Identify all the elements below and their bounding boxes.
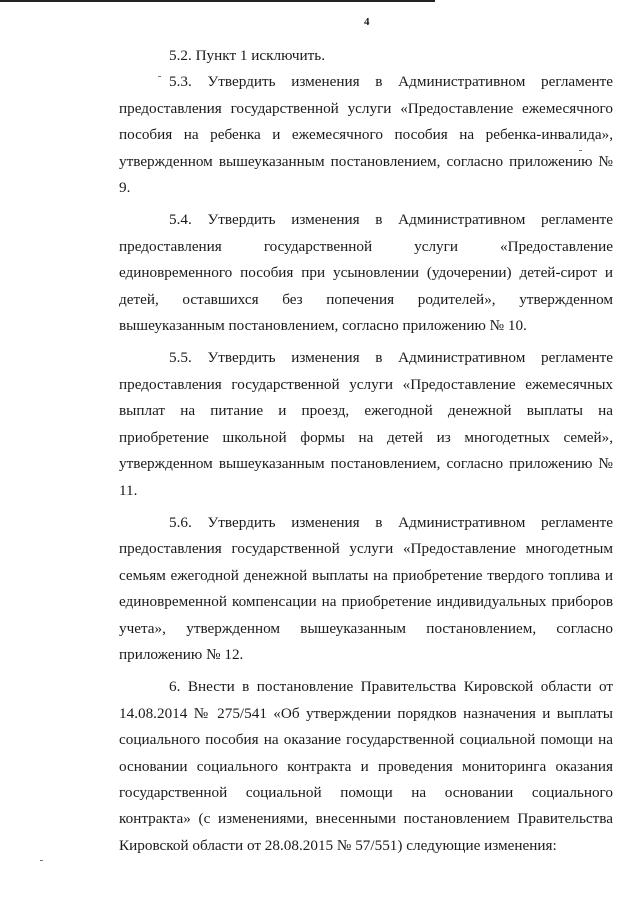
paragraph-5-6: 5.6. Утвердить изменения в Административном регламенте предоставления государственной услуги «Предоставление многодетным семьям ежегодной денежной выплаты на приобретение твердого топлива и единовременной компенсации на приобретение индивидуальных приборов учета», утвержденном вышеуказанным постановлением, согласно приложению № 12.: [119, 513, 613, 663]
paragraph-5-4: 5.4. Утвердить изменения в Административном регламенте предоставления государственной услуги «Предоставление единовременного пособия при усыновлении (удочерении) детей-сирот и детей, оставшихся без попечения родителей», утвержденном вышеуказанным постановлением, согласно приложению № 10.: [119, 211, 613, 335]
paragraph-5-5: 5.5. Утвердить изменения в Административном регламенте предоставления государственной услуги «Предоставление ежемесячных выплат на питание и проезд, ежегодной денежной выплаты на приобретение школьной формы на детей из многодетных семей», утвержденном вышеуказанным постановлением, согласно приложению № 11.: [119, 349, 613, 499]
paragraph-5-3: 5.3. Утвердить изменения в Административном регламенте предоставления государственной услуги «Предоставление ежемесячного пособия на ребенка и ежемесячного пособия на ребенка-инвалида», утвержденном вышеуказанным постановлением, согласно приложению № 9.: [119, 73, 613, 197]
paragraph-5-2: 5.2. Пункт 1 исключить.: [169, 47, 325, 64]
paragraph-6: 6. Внести в постановление Правительства Кировской области от 14.08.2014 № 275/541 «Об утверждении порядков назначения и выплаты социального пособия на оказание государственной социальной помощи на основании социального контракта и проведения мониторинга оказания государственной социальной помощи на основании социального контракта» (с изменениями, внесенными постановлением Правительства Кировской области от 28.08.2015 № 57/551) следующие изменения:: [119, 678, 613, 854]
scan-speck: [579, 150, 582, 151]
page-number: 4: [364, 16, 370, 28]
top-rule: [0, 0, 435, 2]
scan-speck: [158, 76, 161, 77]
document-body: [119, 43, 613, 859]
scan-speck: [40, 860, 43, 861]
